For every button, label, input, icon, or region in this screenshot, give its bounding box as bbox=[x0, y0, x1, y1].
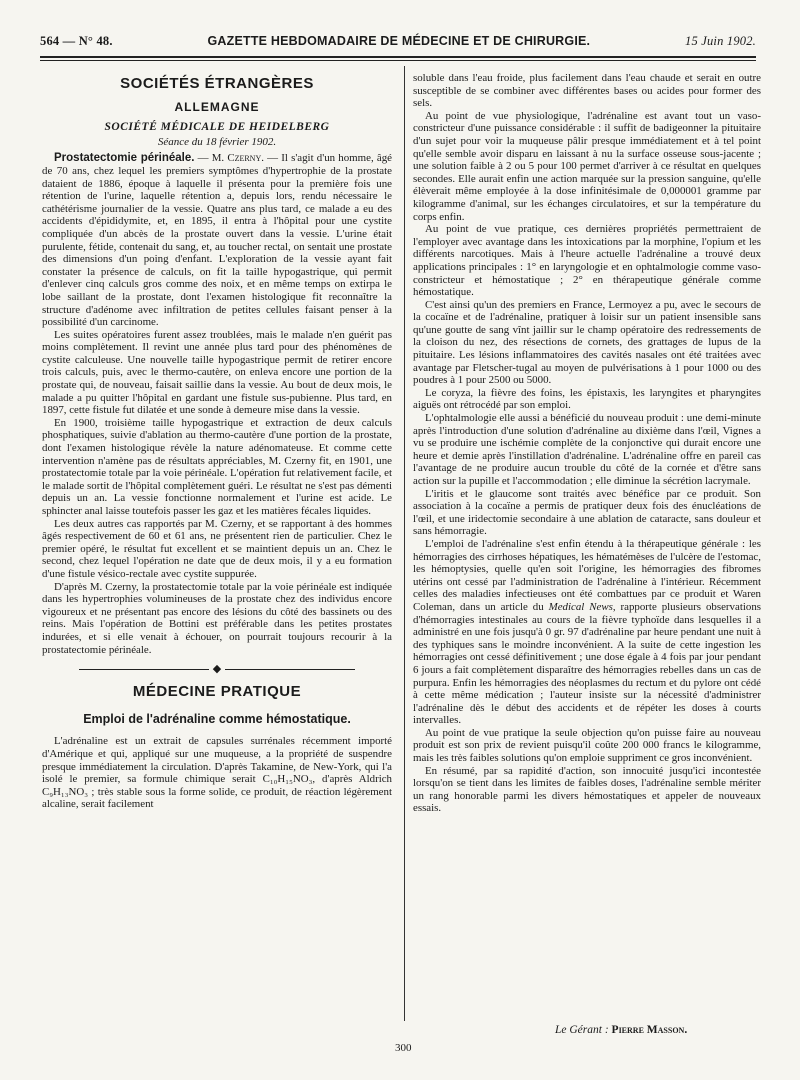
article-paragraph-4: Les deux autres cas rapportés par M. Czerny, et se rapportant à des hommes âgés respectivement de 60 et 61 ans, ne présentent rien de particulier. Chez le premier opéré, le résultat fut excellent et se maintient depuis un an. Chez le second, chez lequel l'opération ne date que de deux mois, il y a eu formation d'une fistule vésico-rectale avec cystite suppurée. bbox=[42, 517, 392, 580]
society-heading: SOCIÉTÉ MÉDICALE DE HEIDELBERG bbox=[104, 121, 330, 134]
paragraph-text: , rapporte plusieurs observations d'hémorragies intestinales au cours de la fièvre typhoïde dans lesquelles il a administré en une fois jusqu'à 0 gr. 97 d'adrénaline par heure pendant une nuit à des typhiques sans le moindre inconvénient. A la suite de cette ingestion les hémorragies ont cessé définitivement ; une dose égale à 4 fois par jour pendant 6 jours a fait complètement disparaître des hémorragies rebelles dans un cas de purpura. Enfin les hémorragies des néoplasmes du rectum et du pylore ont cédé à cette même médication ; l'auteur insiste sur la nécessité d'administrer l'adrénaline dès le début des accidents et de répéter les doses à courts intervalles. bbox=[413, 600, 761, 727]
right-column bbox=[413, 72, 761, 815]
signature-name: Pierre Masson. bbox=[611, 1024, 688, 1036]
paragraph-ophtalmology: L'ophtalmologie elle aussi a bénéficié du nouveau produit : une demi-minute après l'introduction d'une solution d'adrénaline au dixième dans l'œil, Vignes a vu se produire une ischémie complète de la conjonctive qui durait encore une heure et demie après l'instillation d'adrénaline. L'adrénaline offre en pareil cas l'avantage de ne produire aucun trouble du côté de la cornée et d'être sans action sur la pupille et l'accommodation ; elle diminue la sécrétion lacrymale. bbox=[413, 412, 761, 487]
paragraph-text: L'emploi de l'adrénaline s'est enfin étendu à la thérapeutique générale : les hémorragies des cirrhoses hépatiques, les hématémèses de l'ulcère de l'estomac, les hémoptysies, quelle qu'en soit l'origine, les hémorragies des fibromes utérins ont cessé par l'administration de l'adrénaline à l'intérieur. Récemment celles des maladies infectieuses ont été combattues par ce produit et Waren Coleman, dans un article du bbox=[413, 537, 761, 613]
issue-date: 15 Juin 1902. bbox=[685, 34, 756, 48]
paragraph-lermoyez: C'est ainsi qu'un des premiers en France, Lermoyez a pu, avec le secours de la cocaïne et de l'adrénaline, pratiquer à loisir sur un patient insensible sans qu'une goutte de sang vînt jaillir sur le champ opératoire des redressements de la cloison du nez, des résections de cornets, des grattages de lupus de la pituitaire. Les lésions inflammatoires des cavités nasales ont été traitées avec avantage par Fletscher-tugal au moyen de pulvérisations à 1 pour 1000 ou des poudres à 1 pour 2500 ou 5000. bbox=[413, 298, 761, 387]
article-paragraph-1 bbox=[42, 152, 392, 328]
left-column bbox=[42, 70, 392, 811]
seance-date: Séance du 18 février 1902. bbox=[157, 135, 277, 148]
page-number: 300 bbox=[395, 1042, 412, 1054]
issue-number: 564 — N° 48. bbox=[40, 34, 113, 48]
article-paragraph-2: Les suites opératoires furent assez troublées, mais le malade n'en guérit pas moins complètement. Il revint une année plus tard pour des phénomènes de cystite calculeuse. Une nouvelle taille hypogastrique permit de retirer encore trois calculs, puis, avec le thermo-cautère, on enleva encore une portion de la prostate qui, de nouveau, faisait saillie dans la vessie. Au bout de deux mois, le malade a pu quitter l'hôpital en gardant une fistule sus-pubienne. Plus tard, en 1897, cette fistule fut dilatée et une sonde à demeure mise dans la vessie. bbox=[42, 328, 392, 417]
section-title: SOCIÉTÉS ÉTRANGÈRES bbox=[120, 75, 314, 92]
section2-title: MÉDECINE PRATIQUE bbox=[132, 683, 302, 701]
divider-line-left bbox=[79, 669, 209, 670]
header-rule-thin bbox=[40, 60, 756, 61]
paragraph-iritis: L'iritis et le glaucome sont traités avec bénéfice par ce produit. Son association à la cocaïne a permis de pratiquer deux fois des énucléations de l'œil, et une iridectomie secondaire à une ablation de cataracte, sans douleur et sans hémorragie. bbox=[413, 487, 761, 538]
paragraph-summary: En résumé, par sa rapidité d'action, son innocuité jusqu'ici incontestée lorsqu'on se tient dans les limites de faibles doses, l'adrénaline semble mériter un rang honorable parmi les divers hémostatiques et appeler de nouveaux essais. bbox=[413, 764, 761, 815]
section2-subtitle: Emploi de l'adrénaline comme hémostatique. bbox=[83, 711, 351, 726]
continued-paragraph: soluble dans l'eau froide, plus facilement dans l'eau chaude et serait en outre susceptible de se combiner avec différentes bases ou acides pour former des sels. bbox=[413, 72, 761, 110]
journal-title: GAZETTE HEBDOMADAIRE DE MÉDECINE ET DE CHIRURGIE. bbox=[207, 34, 591, 48]
signature bbox=[555, 1024, 687, 1036]
paragraph-text: — Il s'agit d'un homme, âgé de 70 ans, chez lequel les premiers symptômes d'hypertrophie de la prostate dataient de 1886, époque à laquelle il présenta pour la première fois une rétention de l'urine, laquelle rétention a, depuis lors, rendu nécessaire le cathétérisme journalier de la vessie. Quatre ans plus tard, ce malade a eu des accidents d'épididymite, et, en 1895, il entra à l'hôpital pour une cystite compliquée d'un abcès de la prostate ouvert dans la vessie. L'urine était purulente, fétide, contenait du sang, et, au toucher rectal, on sentait une prostate des dimensions d'un poing d'enfant. L'exploration de la vessie ayant fait constater la présence de calculs, on fit la taille hypogastrique, qui permit d'enlever cinq calculs gros comme des noix, et en même temps on extirpa le lobe saillant de la prostate, dont l'examen histologique fit reconnaître la structure d'adénome avec infiltration de petites cellules faisant penser à la possibilité d'un carcinome. bbox=[42, 152, 392, 329]
article-paragraph-5: D'après M. Czerny, la prostatectomie totale par la voie périnéale est indiquée dans les hypertrophies volumineuses de la prostate chez des individus encore vigoureux et ne présentant pas encore des lésions du côté des bassinets ou des reins. Mais l'opération de Bottini est préférable dans les petites prostates indurées, et si elle venait à échouer, on pourrait toujours recourir à la prostatectomie périnéale. bbox=[42, 580, 392, 656]
article-author: — M. Czerny. bbox=[197, 152, 264, 165]
signature-label: Le Gérant : bbox=[555, 1024, 609, 1036]
paragraph-practice: Au point de vue pratique, ces dernières propriétés permettraient de l'employer avec avantage dans les intoxications par la morphine, l'opium et les différents narcotiques. Mais à l'heure actuelle l'adrénaline a trouvé deux applications principales : 1° en laryngologie et en ophtalmologie comme vaso-constricteur et hémostatique ; 2° en thérapeutique générale comme hémostatique. bbox=[413, 223, 761, 299]
article-title: Prostatectomie périnéale. bbox=[54, 152, 195, 165]
divider-line-right bbox=[225, 669, 355, 670]
running-header bbox=[40, 34, 756, 49]
column-divider bbox=[404, 66, 405, 1021]
paragraph-coryza: Le coryza, la fièvre des foins, les épistaxis, les laryngites et pharyngites aiguës ont rétrocédé par son emploi. bbox=[413, 386, 761, 412]
country-heading: ALLEMAGNE bbox=[174, 99, 260, 114]
ornament-icon: ◆ bbox=[212, 663, 222, 676]
journal-name: Medical News bbox=[548, 600, 613, 613]
paragraph-physiology: Au point de vue physiologique, l'adrénaline est avant tout un vaso-constricteur d'une puissance considérable : il suffit de badigeonner la pituitaire d'un sujet pour voir la muqueuse pâlir presque immédiatement et à tel point qu'elle semble avoir disparu en laissant à nu la surface osseuse sous-jacente ; une solution faible à 2 ou 5 pour 100 permet d'arriver à ce résultat en quelques secondes. Elle aurait enfin une action marquée sur la pression sanguine, qu'elle élèverait même employée à la dose infinitésimale de 0,000001 gramme par kilogramme d'animal, sur les échanges circulatoires, et sur la température du corps enfin. bbox=[413, 109, 761, 223]
paragraph-cost: Au point de vue pratique la seule objection qu'on puisse faire au nouveau produit est son prix de revient puisqu'il coûte 200 000 francs le kilogramme, mais les très faibles solutions qu'on emploie suppriment ce gros inconvénient. bbox=[413, 726, 761, 765]
article-paragraph-3: En 1900, troisième taille hypogastrique et extraction de deux calculs phosphatiques, suivie d'ablation au thermo-cautère d'une portion de la prostate, dont l'examen histologique révèle la nature adénomateuse. Et comme cette intervention n'amène pas de résultats appréciables, M. Czerny fit, en 1901, une prostatectomie totale par la voie périnéale. L'opération fut relativement facile, et le malade sortit de l'hôpital complètement guéri. Le résultat ne s'est pas démenti depuis un an. La vessie fonctionne normalement et l'urine est acide. Le sphincter anal laisse toutefois passer les gaz et les matières fécales liquides. bbox=[42, 416, 392, 517]
section-divider bbox=[42, 664, 392, 674]
article-paragraph-6: L'adrénaline est un extrait de capsules surrénales récemment importé d'Amérique et qui, appliqué sur une muqueuse, a la propriété de suspendre presque immédiatement la circulation. D'après Takamine, de New-York, qui l'a isolé le premier, sa formule chimique serait C₁₀H₁₅NO₃, d'après Aldrich C₉H₁₃NO₃ ; très stable sous la forme solide, ce produit, de réaction légèrement alcaline, serait facilement bbox=[42, 735, 392, 811]
paragraph-general-therapy bbox=[413, 538, 761, 727]
header-rule bbox=[40, 56, 756, 58]
